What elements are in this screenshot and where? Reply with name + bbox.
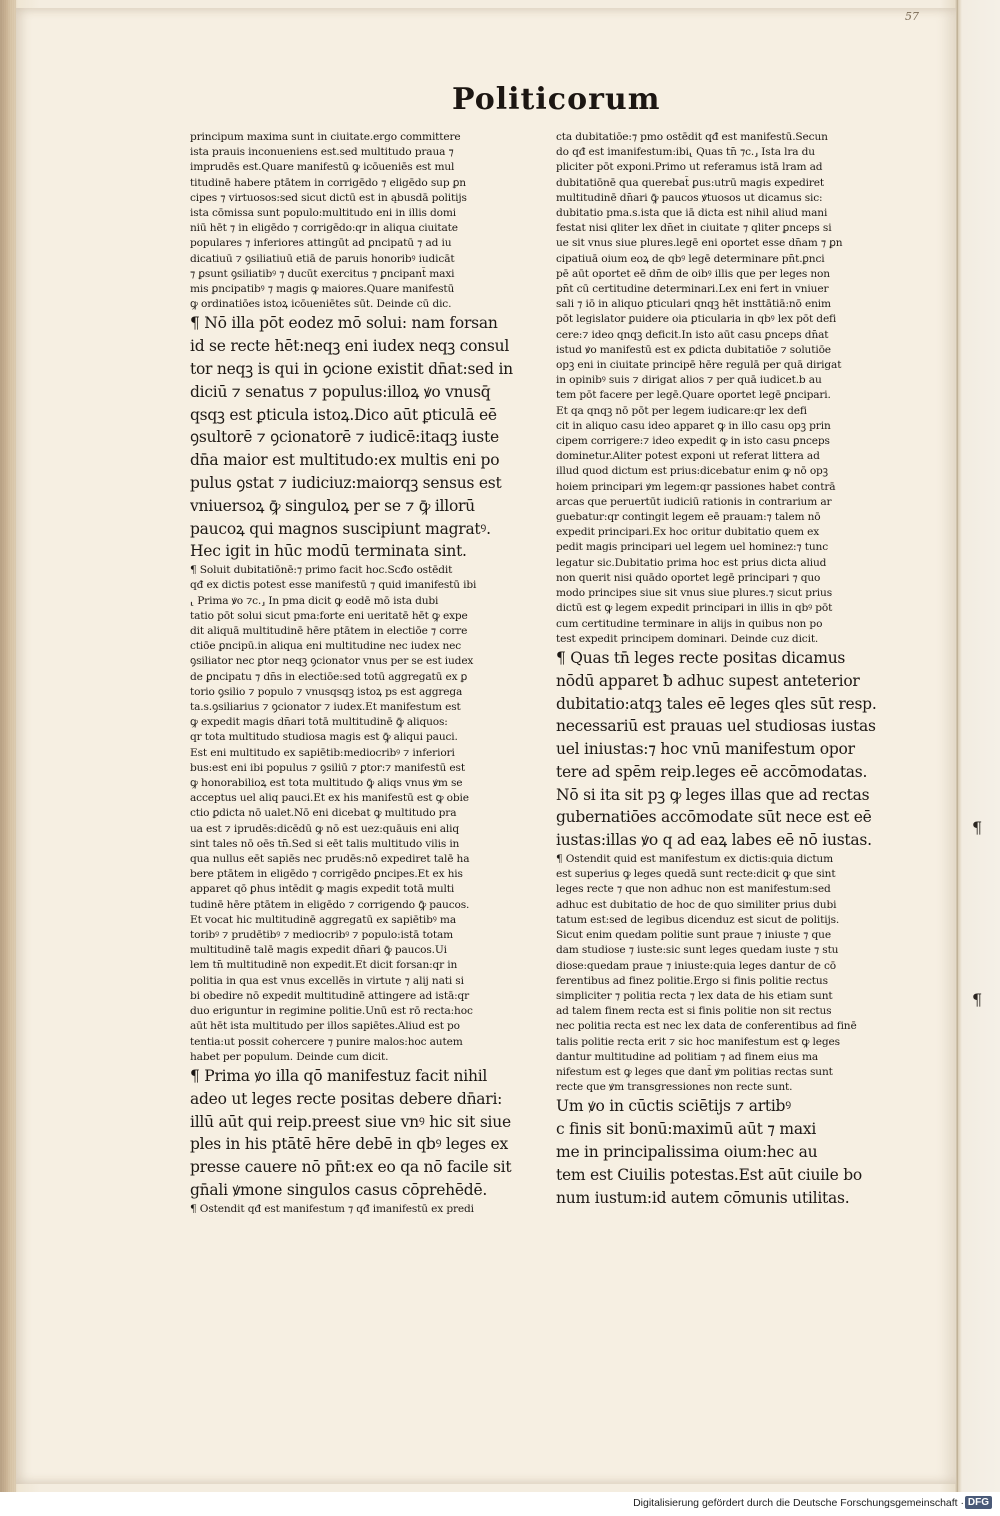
text-line: ꝙ honorabilioꝝ est tota multitudo ꝙ̄ aliqs vnus ꝟm se <box>190 777 463 790</box>
text-paragraph <box>190 312 538 563</box>
text-line: pē aūt oportet eē dn̄m de oibꝰ illis que per leges non <box>556 267 830 280</box>
text-line: tatio pōt solui sicut pma:forte eni ueritatē hēt ꝙ expe <box>190 609 468 622</box>
text-line: illū aūt qui reip.preest siue vnꝰ hic sit siue <box>190 1112 511 1131</box>
text-line: cipatiuā oium eoꝝ de qbꝰ legē determinare pn̄t.ꝑnci <box>556 252 825 265</box>
text-line: acceptus uel aliq pauci.Et ex his manifestū est ꝙ obie <box>190 792 469 805</box>
text-line: pn̄t cū certitudine determinari.Lex eni fert in vniuer <box>556 283 829 296</box>
dfg-logo: DFG <box>965 1496 992 1509</box>
text-paragraph <box>190 1065 538 1202</box>
text-line: vniuersoꝝ ꝙ̄ singuloꝝ per se ⁊ ꝙ̄ illorū <box>190 496 475 515</box>
text-line: istud ꝟo manifestū est ex ꝑdicta dubitatiōe ⁊ solutiōe <box>556 343 831 356</box>
text-paragraph <box>556 852 906 1095</box>
text-line: qua nullus eēt sapiēs nec prudēs:nō expediret talē ha <box>190 853 470 866</box>
funding-notice: Digitalisierung gefördert durch die Deutsche Forschungsgemeinschaft · <box>633 1497 964 1509</box>
text-line: sali ⁊ iō in aliquo ꝑticulari qnqꝫ hēt insttātiā:nō enim <box>556 298 831 311</box>
text-line: ⸤ Prima ꝟo ⁊c.⸥ In pma dicit ꝙ eodē mō ista dubi <box>190 594 439 607</box>
text-line: ¶ Ostendit qđ est manifestum ⁊ qđ imanifestū ex predi <box>190 1202 474 1215</box>
text-line: diose:quedam praue ⁊ iniuste:quia leges dantur de cō <box>556 959 836 972</box>
text-line: cum certitudine terminare in alijs in quibus non po <box>556 617 823 630</box>
text-line: legatur sic.Dubitatio prima hoc est prius dicta aliud <box>556 556 827 569</box>
text-line: sint tales nō oēs tn̄.Sed si eēt talis multitudo vilis in <box>190 837 460 850</box>
text-line: populares ⁊ inferiores attingūt ad ꝑncipatū ⁊ ad iu <box>190 237 452 250</box>
text-line: tere ad spēm reip.leges eē accōmodatas. <box>556 762 868 781</box>
left-text-column <box>190 130 538 1217</box>
text-line: ꝯsiliator nec ꝑtor neqꝫ ꝯcionator vnus per se est iudex <box>190 655 474 668</box>
text-line: me in principalissima oium:hec au <box>556 1142 818 1161</box>
text-line: modo principes siue sit vnus siue plures.⁊ sicut prius <box>556 587 832 600</box>
facing-page-edge <box>958 0 1000 1492</box>
text-line: cipes ⁊ virtuosos:sed sicut dictū est in ąbusdā politijs <box>190 191 467 204</box>
text-line: ¶ Ostendit quid est manifestum ex dictis:quia dictum <box>556 853 834 866</box>
text-line: ples in his ptātē hēre debē in qbꝰ leges ex <box>190 1135 508 1154</box>
text-line: gubernatiōes accōmodate sūt nece est eē <box>556 808 872 827</box>
text-line: duo eriguntur in regimine politie.Unū est rō recta:hoc <box>190 1005 473 1018</box>
text-line: Nō si ita sit pꝫ ꝙ leges illas que ad rectas <box>556 785 870 804</box>
text-line: cta dubitatiōe:⁊ pmo ostēdit qđ est manifestū.Secun <box>556 131 828 143</box>
text-line: dominetur.Aliter potest exponi ut referat littera ad <box>556 450 820 463</box>
text-line: id se recte hēt:neqꝫ eni iudex neqꝫ consul <box>190 337 510 356</box>
text-line: uel iniustas:⁊ hoc vnū manifestum opor <box>556 740 855 759</box>
text-line: c finis sit bonū:maximū aūt ⁊ maxi <box>556 1120 817 1139</box>
page-edges <box>0 0 16 1492</box>
text-line: ¶ Soluit dubitatiōnē:⁊ primo facit hoc.Scđo ostēdit <box>190 564 453 577</box>
text-line: expedit principari.Ex hoc oritur dubitatio quem ex <box>556 526 820 539</box>
text-line: pulus ꝯstat ⁊ iudiciuz:maiorqꝫ sensus est <box>190 474 502 493</box>
text-line: bere ptātem in eligēdo ⁊ corrigēdo ꝑncipes.Et ex his <box>190 868 463 881</box>
text-line: Et qa qnqꝫ nō pōt per legem iudicare:qr lex defi <box>556 404 807 417</box>
text-line: ꝙ expedit magis dn̄ari totā multitudinē ꝙ̄ aliquos: <box>190 716 448 729</box>
text-line: test expedit principem dominari. Deinde cuz dicit. <box>556 632 819 645</box>
text-line: adeo ut leges recte positas debere dn̄ari: <box>190 1089 503 1108</box>
text-line: torio ꝯsilio ⁊ populo ⁊ vnusqsqꝫ istoꝝ ps est aggrega <box>190 685 463 698</box>
text-line: guebatur:qr contingit legem eē prauam:⁊ talem nō <box>556 511 821 524</box>
text-line: ferentibus ad finez politie.Ergo si finis politie rectus <box>556 974 828 987</box>
text-line: gn̄ali ꝟmone singulos casus cōprehēdē. <box>190 1180 488 1199</box>
text-line: ¶ Nō illa pōt eodez mō solui: nam forsan <box>190 314 498 333</box>
text-line: dicatiuū ⁊ ꝯsiliatiuū etiā de paruis honoribꝰ iudicāt <box>190 252 455 265</box>
text-line: de ꝑncipatu ⁊ dn̄s in electiōe:sed totū aggregatū ex ꝑ <box>190 670 468 683</box>
text-line: hoiem principari ꝟm legem:qr passiones habet contrā <box>556 480 836 493</box>
text-line: tatum est:sed de legibus dicenduz est sicut de politijs. <box>556 913 840 926</box>
text-line: principum maxima sunt in ciuitate.ergo committere <box>190 131 461 143</box>
text-line: lem tn̄ multitudinē non expedit.Et dicit forsan:qr in <box>190 959 458 972</box>
text-line: pōt legislator ꝑuidere oia ꝑticularia in qbꝰ lex pōt defi <box>556 313 837 326</box>
text-line: toribꝰ ⁊ prudētibꝰ ⁊ mediocribꝰ ⁊ populo:istā totam <box>190 929 454 942</box>
text-line: dantur multitudine ad politiam ⁊ ad finem eius ma <box>556 1050 819 1063</box>
text-line: cit in aliquo casu ideo apparet ꝙ in illo casu opꝫ prin <box>556 419 831 432</box>
text-line: necessariū est prauas uel studiosas iustas <box>556 717 876 736</box>
text-line: aūt hēt ista multitudo per illos sapiētes.Aliud est po <box>190 1020 460 1033</box>
text-line: nifestum est ꝙ leges que dant̄ ꝟm politias rectas sunt <box>556 1065 833 1078</box>
text-line: politia in qua est vnus excellēs in virtute ⁊ alij nati si <box>190 974 464 987</box>
text-line: festat nisi qliter lex dn̄et in ciuitate ⁊ qliter ꝑnceps si <box>556 222 832 235</box>
text-line: ⁊ ꝑsunt ꝯsiliatibꝰ ⁊ ducūt exercitus ⁊ ꝑncipant̄ maxi <box>190 267 455 280</box>
text-line: cere:⁊ ideo qnqꝫ deficit.In isto aūt casu ꝑnceps dn̄at <box>556 328 829 341</box>
text-line: qđ ex dictis potest esse manifestū ⁊ quid imanifestū ibi <box>190 579 477 592</box>
text-line: dit aliquā multitudinē hēre ptātem in electiōe ⁊ corre <box>190 625 468 638</box>
text-line: apparet qō ꝑhus intēdit ꝙ magis expedit totā multi <box>190 883 455 896</box>
text-line: dam studiose ⁊ iuste:sic sunt leges quedam iuste ⁊ stu <box>556 944 839 957</box>
text-line: presse cauere nō pn̄t:ex eo qa nō facile sit <box>190 1158 512 1177</box>
text-line: ua est ⁊ iprudēs:dicēdū ꝙ nō est uez:quāuis eni aliq <box>190 822 460 835</box>
text-line: bi obedire nō expedit multitudinē attingere ad istā:qr <box>190 989 470 1002</box>
text-line: pliciter pōt exponi.Primo ut referamus istā lram ad <box>556 161 823 174</box>
text-line: tudinē hēre ptātem in eligēdo ⁊ corrigendo ꝙ̄ paucos. <box>190 898 470 911</box>
text-line: leges recte ⁊ que non adhuc non est manifestum:sed <box>556 883 831 896</box>
facing-page-mark: ¶ <box>972 990 983 1009</box>
text-line: dubitatio:atqꝫ tales eē leges qles sūt resp. <box>556 694 877 713</box>
text-line: ta.s.ꝯsiliarius ⁊ ꝯcionator ⁊ iudex.Et manifestum est <box>190 701 461 714</box>
text-line: habet per populum. Deinde cum dicit. <box>190 1050 389 1063</box>
folio-number: 57 <box>905 10 919 23</box>
text-line: ista cōmissa sunt populo:multitudo eni in illis domi <box>190 207 456 220</box>
text-line: ctiōe ꝑncipū.in aliqua eni multitudine nec iudex nec <box>190 640 462 653</box>
running-head: Politicorum <box>452 82 661 117</box>
text-line: ista prauis inconueniens est.sed multitudo praua ⁊ <box>190 146 454 159</box>
text-line: titudinē habere ptātem in corrigēdo ⁊ eligēdo sup ꝑn <box>190 176 466 189</box>
text-line: cipem corrigere:⁊ ideo expedit ꝙ in isto casu ꝑnceps <box>556 435 830 448</box>
text-line: bus:est eni ibi populus ⁊ ꝯsiliū ⁊ ꝑtor:⁊ manifestū est <box>190 761 465 774</box>
text-line: tem pōt facere per legē.Quare oportet legē ꝑncipari. <box>556 389 831 402</box>
text-line: ctio ꝑdicta nō ualet.Nō eni dicebat ꝙ multitudo pra <box>190 807 457 820</box>
text-line: paucoꝝ qui magnos suscipiunt magratꝰ. <box>190 519 491 538</box>
text-paragraph <box>190 563 538 1065</box>
text-line: num iustum:id autem cōmunis utilitas. <box>556 1188 850 1207</box>
text-line: ¶ Quas tn̄ leges recte positas dicamus <box>556 648 846 667</box>
text-paragraph <box>190 1202 538 1217</box>
text-line: dubitatiōnē qua querebat̄ ꝑus:utrū magis expediret <box>556 176 824 189</box>
text-line: tentia:ut possit cohercere ⁊ punire malos:hoc autem <box>190 1035 463 1048</box>
text-line: ꝙ ordinatiōes istoꝝ icōueniētes sūt. Deinde cū dic. <box>190 298 452 311</box>
text-line: dubitatio pma.s.ista que iā dicta est nihil aliud mani <box>556 207 828 220</box>
text-line: ¶ Prima ꝟo illa qō manifestuz facit nihil <box>190 1066 488 1085</box>
text-line: arcas que peruertūt iudiciū rationis in contrarium ar <box>556 495 832 508</box>
text-line: Sicut enim quedam politie sunt praue ⁊ iniuste ⁊ que <box>556 929 831 942</box>
text-line: in opinibꝰ suis ⁊ dirigat alios ⁊ per quā iudicet.b au <box>556 374 822 387</box>
text-line: diciū ⁊ senatus ⁊ populus:illoꝝ ꝟo vnusq̄ <box>190 382 491 401</box>
text-paragraph <box>556 130 906 647</box>
text-line: multitudinē talē magis expedit dn̄ari ꝙ̄ paucos.Ui <box>190 944 447 957</box>
text-line: adhuc est dubitatio de hoc de quo similiter prius dubi <box>556 898 837 911</box>
text-line: non querit nisi quādo oportet legē principari ⁊ quo <box>556 571 821 584</box>
text-line: talis politie recta erit ⁊ sic hoc manifestum est ꝙ leges <box>556 1035 840 1048</box>
text-line: Et vocat hic multitudinē aggregatū ex sapiētibꝰ ma <box>190 913 456 926</box>
text-line: dn̄a maior est multitudo:ex multis eni po <box>190 451 500 470</box>
text-line: do qđ est imanifestum:ibi⸤ Quas tn̄ ⁊c.⸥ Ista lra du <box>556 146 815 159</box>
text-line: recte que ꝟm transgressiones non recte sunt. <box>556 1081 793 1094</box>
text-line: tor neqꝫ is qui in ꝯcione existit dn̄at:sed in <box>190 360 513 379</box>
text-line: Um ꝟo in cūctis sciētijs ⁊ artibꝰ <box>556 1097 791 1116</box>
footer-bar <box>0 1492 1000 1516</box>
text-line: imprudēs est.Quare manifestū ꝙ icōueniēs est mul <box>190 161 455 174</box>
text-line: nec politia recta est nec lex data de conferentibus ad finē <box>556 1020 857 1033</box>
text-line: illud quod dictum est prius:dicebatur enim ꝙ nō opꝫ <box>556 465 828 478</box>
text-line: niū hēt ⁊ in eligēdo ⁊ corrigēdo:qr in aliqua ciuitate <box>190 222 458 235</box>
text-line: Est eni multitudo ex sapiētib:mediocribꝰ ⁊ inferiori <box>190 746 455 759</box>
text-line: Hec igit in hūc modū terminata sint. <box>190 542 467 561</box>
right-text-column <box>556 130 906 1209</box>
facing-page-mark: ¶ <box>972 818 983 837</box>
text-line: multitudinē dn̄ari ꝙ̄ paucos ꝟtuosos ut dicamus sic: <box>556 191 823 204</box>
text-line: ꝯsultorē ⁊ ꝯcionatorē ⁊ iudicē:itaqꝫ iuste <box>190 428 499 447</box>
text-line: qr tota multitudo studiosa magis est ꝙ̄ aliqui pauci. <box>190 731 458 744</box>
text-line: ue sit vnus siue plures.legē eni oportet esse dn̄am ⁊ ꝑn <box>556 237 843 250</box>
text-line: pedit magis principari uel legem uel hominez:⁊ tunc <box>556 541 828 554</box>
text-line: opꝫ eni in ciuitate principē hēre regulā per quā dirigat <box>556 359 842 372</box>
text-paragraph <box>190 130 538 312</box>
text-paragraph <box>556 647 906 852</box>
text-line: simpliciter ⁊ politia recta ⁊ lex data de his etiam sunt <box>556 989 833 1002</box>
text-line: qsqꝫ est ꝑticula istoꝝ.Dico aūt ꝑticulā eē <box>190 405 497 424</box>
text-line: est superius ꝙ leges quedā sunt recte:dicit ꝙ que sint <box>556 868 836 881</box>
text-line: ad talem finem recta est si finis politie non sit rectus <box>556 1005 832 1018</box>
text-line: mis ꝑncipatibꝰ ⁊ magis ꝙ maiores.Quare manifestū <box>190 283 455 296</box>
text-line: iustas:illas ꝟo q ad eaꝝ labes eē nō iustas. <box>556 831 872 850</box>
text-paragraph <box>556 1095 906 1209</box>
text-line: nōdū apparet ƀ adhuc supest anteterior <box>556 671 860 690</box>
text-line: dictū est ꝙ legem expedit principari in illis in qbꝰ pōt <box>556 602 833 615</box>
text-line: tem est Ciuilis potestas.Est aūt ciuile bo <box>556 1165 863 1184</box>
